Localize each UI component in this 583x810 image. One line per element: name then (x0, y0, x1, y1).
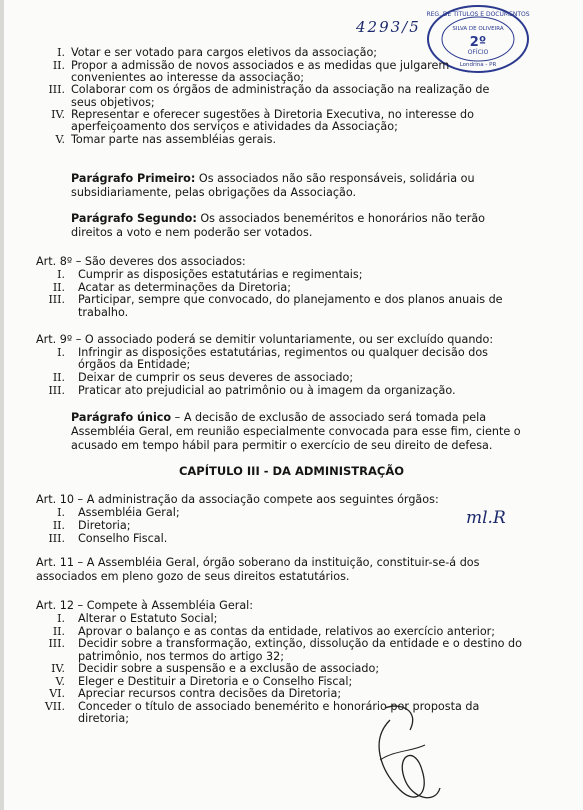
list-item-number: VI. (49, 687, 65, 701)
list-item-number: V. (55, 133, 65, 146)
list-item-text: aperfeiçoamento dos serviços e atividades da Associação; (71, 120, 398, 134)
art9-heading: Art. 9º – O associado poderá se demitir voluntariamente, ou ser excluído quando: (36, 333, 494, 346)
list-item-text: convenientes ao interesse da associação; (71, 70, 305, 84)
list-item-number: III. (48, 383, 65, 397)
list-item-text: Diretoria; (78, 518, 131, 532)
paragraph-unico: Parágrafo único – A decisão de exclusão de associado será tomada pela (71, 411, 487, 424)
list-item-text: Decidir sobre a transformação, extinção, dissolução da entidade e o destino do (78, 637, 523, 651)
scan-edge (0, 0, 4, 810)
art8-heading: Art. 8º – São deveres dos associados: (36, 255, 246, 268)
list-item-number: VII. (44, 699, 65, 713)
list-item-number: III. (48, 637, 65, 651)
list-item-number: V. (55, 674, 65, 688)
list-item-text: Acatar as determinações da Diretoria; (78, 280, 292, 294)
paragraph-primeiro-cont: subsidiariamente, pelas obrigações da Associação. (71, 186, 357, 199)
list-item-number: III. (48, 531, 65, 545)
list-item-text: Decidir sobre a suspensão e a exclusão de associado; (78, 662, 380, 676)
paragraph-segundo-cont: direitos a voto e nem poderão ser votados. (71, 226, 313, 239)
list-item-text: Representar e oferecer sugestões à Diretoria Executiva, no interesse do (71, 108, 474, 122)
list-item-text: Colaborar com os órgãos de administração da associação na realização de (71, 83, 490, 97)
list-item-number: I. (57, 612, 65, 625)
list-item-text: Deixar de cumprir os seus deveres de associado; (78, 370, 354, 384)
list-item-number: II. (52, 370, 65, 384)
svg-text:REG. DE TÍTULOS E DOCUMENTOS: REG. DE TÍTULOS E DOCUMENTOS (426, 11, 530, 18)
list-item-number: I. (57, 268, 65, 281)
list-item-text: Assembléia Geral; (78, 506, 180, 519)
list-item-text: Votar e ser votado para cargos eletivos da associação; (71, 46, 378, 59)
list-item-number: II. (52, 518, 65, 532)
svg-text:Londrina - PR: Londrina - PR (459, 62, 497, 68)
list-item-number: II. (52, 280, 65, 294)
art12-heading: Art. 12 – Compete à Assembléia Geral: (36, 599, 254, 612)
list-item-text: Alterar o Estatuto Social; (78, 612, 218, 625)
paragraph-unico-cont1: Assembléia Geral, em reunião especialmente convocada para esse fim, ciente o (71, 425, 521, 438)
list-item-text: diretoria; (78, 712, 130, 726)
doc-number: 4293/5 (356, 18, 421, 36)
list-item-number: I. (57, 346, 65, 359)
list-item-number: I. (57, 46, 65, 59)
list-item-number: I. (57, 506, 65, 519)
list-item-text: Aprovar o balanço e as contas da entidade, relativos ao exercício anterior; (78, 624, 496, 638)
list-item-text: trabalho. (78, 305, 129, 319)
list-item-text: Cumprir as disposições estatutárias e regimentais; (78, 268, 363, 281)
art10-heading: Art. 10 – A administração da associação compete aos seguintes órgãos: (36, 493, 439, 506)
art11-line1: Art. 11 – A Assembléia Geral, órgão soberano da instituição, constituir-se-á dos (36, 556, 480, 569)
list-item-text: Eleger e Destituir a Diretoria e o Conselho Fiscal; (78, 674, 353, 688)
list-item-number: IV. (51, 662, 65, 676)
list-item-number: III. (48, 83, 65, 97)
list-item-number: IV. (51, 108, 65, 122)
paragraph-primeiro: Parágrafo Primeiro: Os associados não são responsáveis, solidária ou (71, 172, 475, 185)
list-item-number: III. (48, 293, 65, 307)
handwritten-initials: ml.R (466, 508, 506, 528)
list-item-text: Propor a admissão de novos associados e as medidas que julgarem (71, 58, 450, 72)
list-item-text: patrimônio, nos termos do artigo 32; (78, 649, 285, 663)
list-item-number: II. (52, 624, 65, 638)
list-item-text: Praticar ato prejudicial ao patrimônio ou à imagem da organização. (78, 383, 456, 397)
list-item-text: órgãos da Entidade; (78, 358, 191, 372)
list-item-text: seus objetivos; (71, 95, 155, 109)
paragraph-segundo: Parágrafo Segundo: Os associados beneméritos e honorários não terão (71, 212, 486, 225)
list-item-text: Participar, sempre que convocado, do planejamento e dos planos anuais de (78, 293, 503, 307)
art11-line2: associados em pleno gozo de seus direitos estatutários. (36, 570, 350, 583)
svg-text:OFÍCIO: OFÍCIO (467, 49, 489, 56)
list-item-text: Apreciar recursos contra decisões da Diretoria; (78, 687, 342, 701)
svg-text:2º: 2º (469, 35, 487, 50)
list-item-text: Conceder o título de associado benemérito e honorário por proposta da (78, 699, 480, 713)
list-item-number: II. (52, 58, 65, 72)
list-item-text: Tomar parte nas assembléias gerais. (71, 133, 277, 146)
paragraph-unico-cont2: acusado em tempo hábil para permitir o exercício de seu direito de defesa. (71, 439, 493, 452)
svg-text:SILVA DE OLIVEIRA: SILVA DE OLIVEIRA (452, 26, 504, 32)
chapter-title: CAPÍTULO III - DA ADMINISTRAÇÃO (178, 464, 405, 478)
list-item-text: Infringir as disposições estatutárias, regimentos ou qualquer decisão dos (78, 346, 489, 359)
handwritten-signature (360, 700, 450, 810)
list-item-text: Conselho Fiscal. (78, 531, 168, 545)
